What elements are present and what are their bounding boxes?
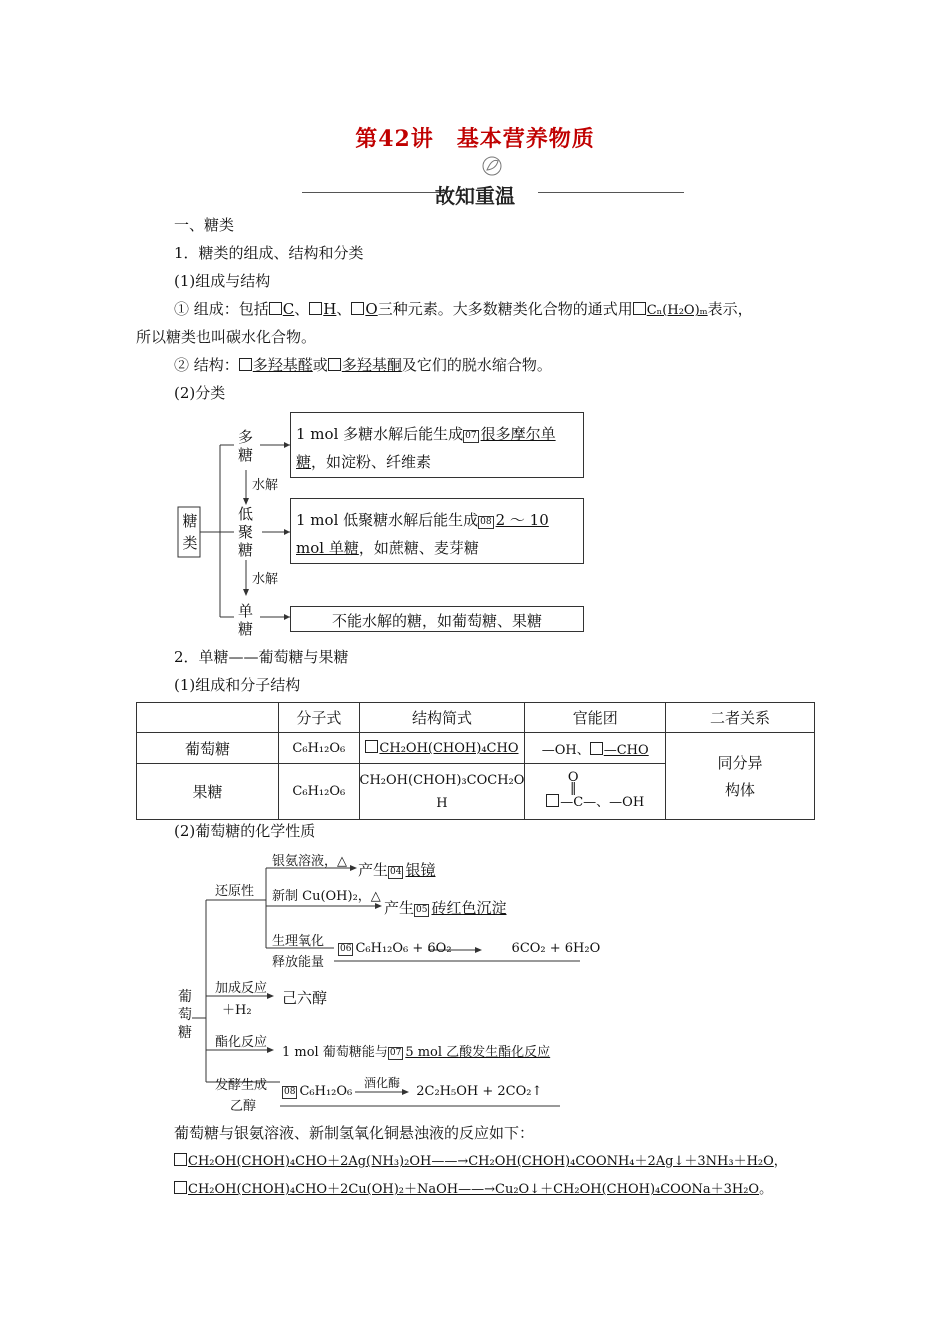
hydrolysis-label-1: 水解 [252, 478, 279, 493]
heading-structure: (1)组成与结构 [174, 272, 271, 290]
glucose-fg-oh: —OH、 [541, 742, 590, 758]
cu-condition: 新制 Cu(OH)₂，△ [272, 889, 381, 904]
glucose-name: 葡萄糖 [137, 733, 279, 764]
comp-sep2: 、 [336, 300, 352, 318]
fructose-struct-1: CH₂OH(CHOH)₃COCH₂O [359, 772, 525, 788]
silver-result [358, 859, 435, 880]
answer-ketone: 多羟基酮 [341, 356, 402, 374]
ferm-label-2: 乙醇 [230, 1099, 257, 1114]
heading-composition: 1．糖类的组成、结构和分类 [174, 244, 364, 262]
ester-label: 酯化反应 [215, 1035, 268, 1050]
heading-sugar: 一、糖类 [174, 216, 235, 234]
fructose-formula: C₆H₁₂O₆ [279, 764, 359, 820]
comp-text-c: 表示， [707, 300, 753, 318]
struct-text-b: 及它们的脱水缩合物。 [401, 356, 552, 374]
equation-copper [174, 1178, 772, 1197]
node-mono: 单糖 [238, 602, 254, 638]
ferm-eq-right: 2C₂H₅OH + 2CO₂↑ [416, 1084, 543, 1099]
answer-c: C [282, 300, 295, 318]
answer-number: 06 [340, 944, 352, 954]
ester-answer: 5 mol 乙酸发生酯化反应 [405, 1045, 551, 1060]
bio-eq-left: C₆H₁₂O₆ + 6O₂ [355, 941, 452, 956]
equation-copper-end: 。 [759, 1182, 773, 1197]
glucose-fg-cho: —CHO [603, 742, 649, 758]
bio-label-2: 释放能量 [272, 955, 325, 970]
comp-sep1: 、 [294, 300, 310, 318]
answer-number: 05 [416, 905, 428, 915]
equation-copper-text: CH₂OH(CHOH)₄CHO＋2Cu(OH)₂＋NaOH——→Cu₂O↓＋CH₂OH(CHOH)₄COONa＋3H₂O [188, 1182, 760, 1197]
comp-text-a: ① 组成：包括 [174, 300, 269, 318]
oligo-answer-2: mol 单糖 [296, 539, 359, 557]
cu-answer: 砖红色沉淀 [431, 899, 507, 917]
poly-answer-2: 糖 [296, 453, 312, 471]
add-label-2: ＋H₂ [222, 1003, 252, 1018]
ferm-eq-left: C₆H₁₂O₆ [299, 1084, 353, 1099]
silver-prod: 产生 [358, 861, 389, 879]
node-poly: 多糖 [238, 428, 254, 464]
table-header: 二者关系 [666, 703, 815, 733]
reaction-intro: 葡萄糖与银氨溶液、新制氢氧化铜悬浊液的反应如下： [174, 1124, 535, 1142]
struct-text-a: ② 结构： [174, 356, 239, 374]
answer-number: 04 [390, 867, 402, 877]
heading-glucose-chem: (2)葡萄糖的化学性质 [174, 822, 316, 840]
poly-answer-1: 很多摩尔单 [480, 425, 556, 443]
relation-line2: 构体 [725, 781, 756, 799]
struct-or: 或 [312, 356, 328, 374]
answer-number: 07 [465, 431, 477, 441]
equation-silver [174, 1150, 787, 1169]
answer-number: 08 [480, 517, 492, 527]
answer-h: H [323, 300, 337, 318]
table-header: 分子式 [279, 703, 359, 733]
page-title: 第42讲 基本营养物质 [355, 126, 595, 152]
poly-desc-text: 1 mol 多糖水解后能生成 [296, 425, 464, 443]
table-header: 官能团 [525, 703, 666, 733]
branch-reducing: 还原性 [215, 884, 255, 899]
bio-eq-right: 6CO₂ + 6H₂O [511, 941, 601, 956]
equation-silver-text: CH₂OH(CHOH)₄CHO＋2Ag(NH₃)₂OH——→CH₂OH(CHOH)₄COONH₄＋2Ag↓＋3NH₃＋H₂O [188, 1154, 774, 1169]
ferm-label-1: 发酵生成 [215, 1078, 268, 1093]
ester-text-a: 1 mol 葡萄糖能与 [282, 1045, 388, 1060]
glucose-formula: C₆H₁₂O₆ [279, 733, 359, 764]
ferm-catalyst: 酒化酶 [364, 1076, 401, 1090]
oligo-desc-text: 1 mol 低聚糖水解后能生成 [296, 511, 479, 529]
ester-result [282, 1041, 550, 1060]
cu-prod: 产生 [384, 899, 415, 917]
oligo-answer-1: 2 ～ 10 [495, 511, 549, 529]
fructose-fg-bond: ‖ [569, 781, 577, 796]
silver-condition: 银氨溶液，△ [272, 854, 347, 869]
answer-number: 08 [284, 1087, 296, 1097]
chem-root: 葡萄糖 [178, 989, 192, 1041]
heading-monosaccharide: 2．单糖——葡萄糖与果糖 [174, 648, 349, 666]
bio-label-1: 生理氧化 [272, 934, 325, 949]
add-product: 己六醇 [282, 989, 328, 1007]
cu-result [384, 897, 506, 918]
comp-text-b: 三种元素。大多数糖类化合物的通式用 [377, 300, 633, 318]
hydrolysis-label-2: 水解 [252, 572, 279, 587]
heading-classification: (2)分类 [174, 384, 226, 402]
node-oligo: 低聚糖 [238, 505, 254, 559]
mono-desc: 不能水解的糖，如葡萄糖、果糖 [331, 612, 542, 630]
composition-line-2: 所以糖类也叫碳水化合物。 [136, 328, 317, 346]
glucose-struct: CH₂OH(CHOH)₄CHO [379, 741, 519, 756]
section-label: 故知重温 [435, 184, 515, 208]
heading-molecular-structure: (1)组成和分子结构 [174, 676, 301, 694]
poly-examples: ，如淀粉、纤维素 [311, 453, 432, 471]
ferm-equation [282, 1084, 542, 1099]
answer-aldehyde: 多羟基醛 [252, 356, 313, 374]
silver-answer: 银镜 [405, 861, 436, 879]
answer-o: O [365, 300, 378, 318]
answer-box [174, 1181, 187, 1194]
fructose-struct-2: H [436, 795, 448, 811]
relation-line1: 同分异 [717, 754, 763, 772]
add-label-1: 加成反应 [215, 981, 268, 996]
table-header: 结构简式 [359, 703, 525, 733]
fructose-fg-c: —C—、—OH [560, 795, 645, 810]
equation-silver-end: ， [773, 1154, 787, 1169]
answer-number: 07 [389, 1048, 402, 1058]
bio-equation [338, 941, 600, 956]
answer-box [174, 1153, 187, 1166]
fructose-name: 果糖 [137, 764, 279, 820]
oligo-examples: ，如蔗糖、麦芽糖 [358, 539, 479, 557]
fructose-fg-o: O [567, 770, 579, 785]
root-label: 糖类 [182, 512, 198, 552]
answer-formula: Cₙ(H₂O)ₘ [646, 303, 708, 318]
